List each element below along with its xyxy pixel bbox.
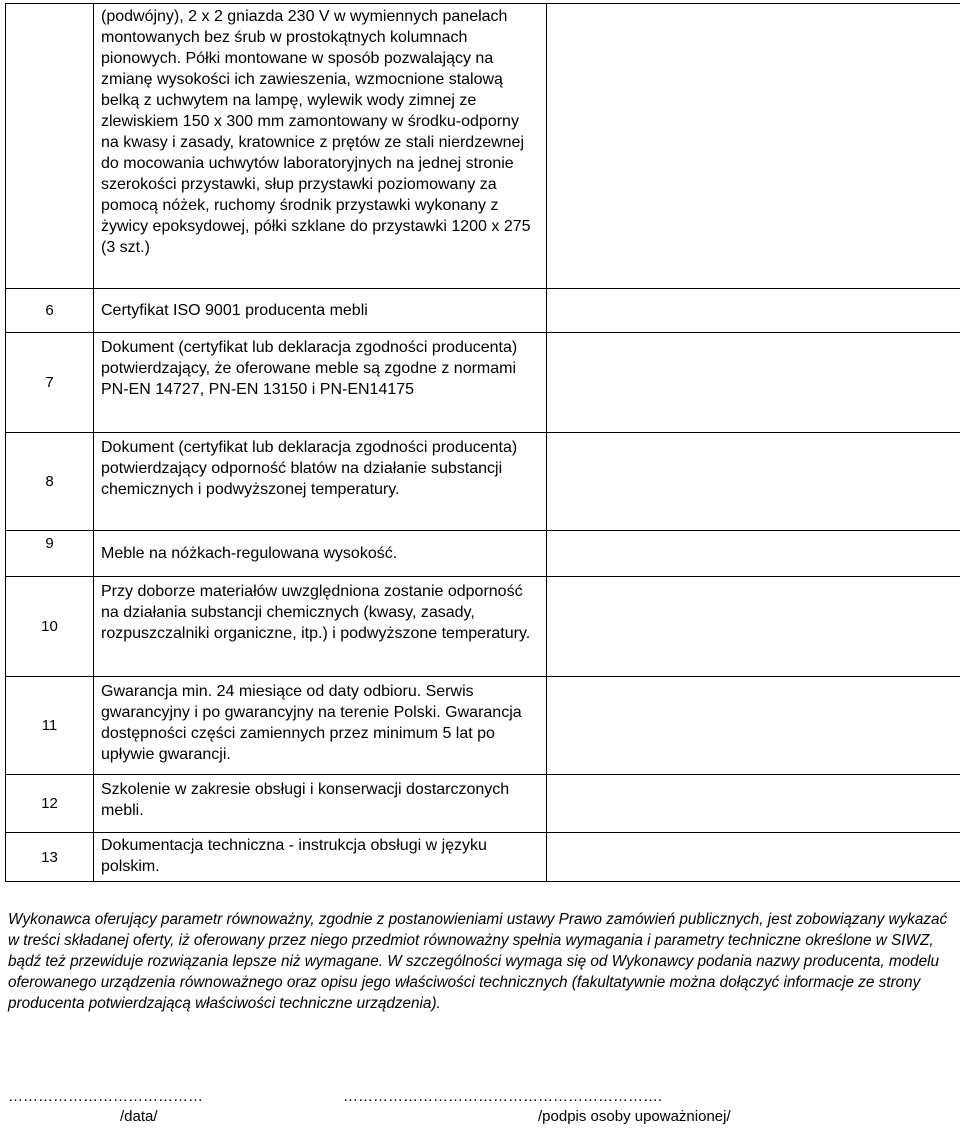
row-description: Dokument (certyfikat lub deklaracja zgodności producenta) potwierdzający, że oferowane meble są zgodne z normami PN-EN 14727, PN-EN 13150 i PN-EN14175 (94, 333, 547, 433)
offer-value-cell[interactable] (547, 677, 960, 775)
row-number: 13 (6, 833, 94, 882)
row-number (6, 4, 94, 289)
specification-table (5, 3, 960, 882)
row-description: Przy doborze materiałów uwzględniona zostanie odporność na działania substancji chemicznych (kwasy, zasady, rozpuszczalniki organiczne, itp.) i podwyższone temperatury. (94, 577, 547, 677)
row-number: 6 (6, 289, 94, 333)
table-row (6, 775, 960, 833)
row-number: 7 (6, 333, 94, 433)
date-signature-line: ………………………………… (8, 1088, 203, 1105)
row-description: Meble na nóżkach-regulowana wysokość. (94, 531, 547, 577)
offer-value-cell[interactable] (547, 833, 960, 882)
offer-value-cell[interactable] (547, 433, 960, 531)
offer-value-cell[interactable] (547, 531, 960, 577)
table-row (6, 531, 960, 577)
table-row (6, 577, 960, 677)
signature-line: ………………………………………………………. (343, 1088, 663, 1105)
offer-value-cell[interactable] (547, 4, 960, 289)
equivalence-note: Wykonawca oferujący parametr równoważny, zgodnie z postanowieniami ustawy Prawo zamówień publicznych, jest zobowiązany wykazać w treści składanej oferty, iż oferowany przez niego przedmiot równoważny spełnia wymagania i parametry techniczne określone w SIWZ, bądź też przewiduje rozwiązania lepsze niż wymagane. W szczególności wymaga się od Wykonawcy podania nazwy producenta, modelu oferowanego urządzenia równoważnego oraz opisu jego właściwości technicznych (fakultatywnie można dołączyć informacje ze strony producenta potwierdzającą właściwości techniczne urządzenia). (8, 911, 948, 1012)
row-number: 8 (6, 433, 94, 531)
table-row (6, 833, 960, 882)
row-description: Dokumentacja techniczna - instrukcja obsługi w języku polskim. (94, 833, 547, 882)
row-number: 9 (6, 531, 94, 577)
row-description: Gwarancja min. 24 miesiące od daty odbioru. Serwis gwarancyjny i po gwarancyjny na terenie Polski. Gwarancja dostępności części zamiennych przez minimum 5 lat po upływie gwarancji. (94, 677, 547, 775)
row-description: Certyfikat ISO 9001 producenta mebli (94, 289, 547, 333)
table-row (6, 4, 960, 289)
signature-label: /podpis osoby upoważnionej/ (538, 1108, 731, 1125)
row-number: 12 (6, 775, 94, 833)
table-row (6, 433, 960, 531)
row-description: (podwójny), 2 x 2 gniazda 230 V w wymiennych panelach montowanych bez śrub w prostokątnych kolumnach pionowych. Półki montowane w sposób pozwalający na zmianę wysokości ich zawieszenia, wzmocnione stalową belką z uchwytem na lampę, wylewik wody zimnej ze zlewiskiem 150 x 300 mm zamontowany w środku-odporny na kwasy i zasady, kratownice z prętów ze stali nierdzewnej do mocowania uchwytów laboratoryjnych na jednej stronie szerokości przystawki, słup przystawki poziomowany za pomocą nóżek, ruchomy środnik przystawki wykonany z żywicy epoksydowej, półki szklane do przystawki 1200 x 275 (3 szt.) (94, 4, 547, 289)
row-number: 11 (6, 677, 94, 775)
offer-value-cell[interactable] (547, 289, 960, 333)
table-row (6, 289, 960, 333)
offer-value-cell[interactable] (547, 577, 960, 677)
row-description: Dokument (certyfikat lub deklaracja zgodności producenta) potwierdzający odporność blatów na działanie substancji chemicznych i podwyższonej temperatury. (94, 433, 547, 531)
date-label: /data/ (120, 1108, 158, 1125)
table-row (6, 333, 960, 433)
table-row (6, 677, 960, 775)
row-number: 10 (6, 577, 94, 677)
offer-value-cell[interactable] (547, 333, 960, 433)
row-description: Szkolenie w zakresie obsługi i konserwacji dostarczonych mebli. (94, 775, 547, 833)
offer-value-cell[interactable] (547, 775, 960, 833)
